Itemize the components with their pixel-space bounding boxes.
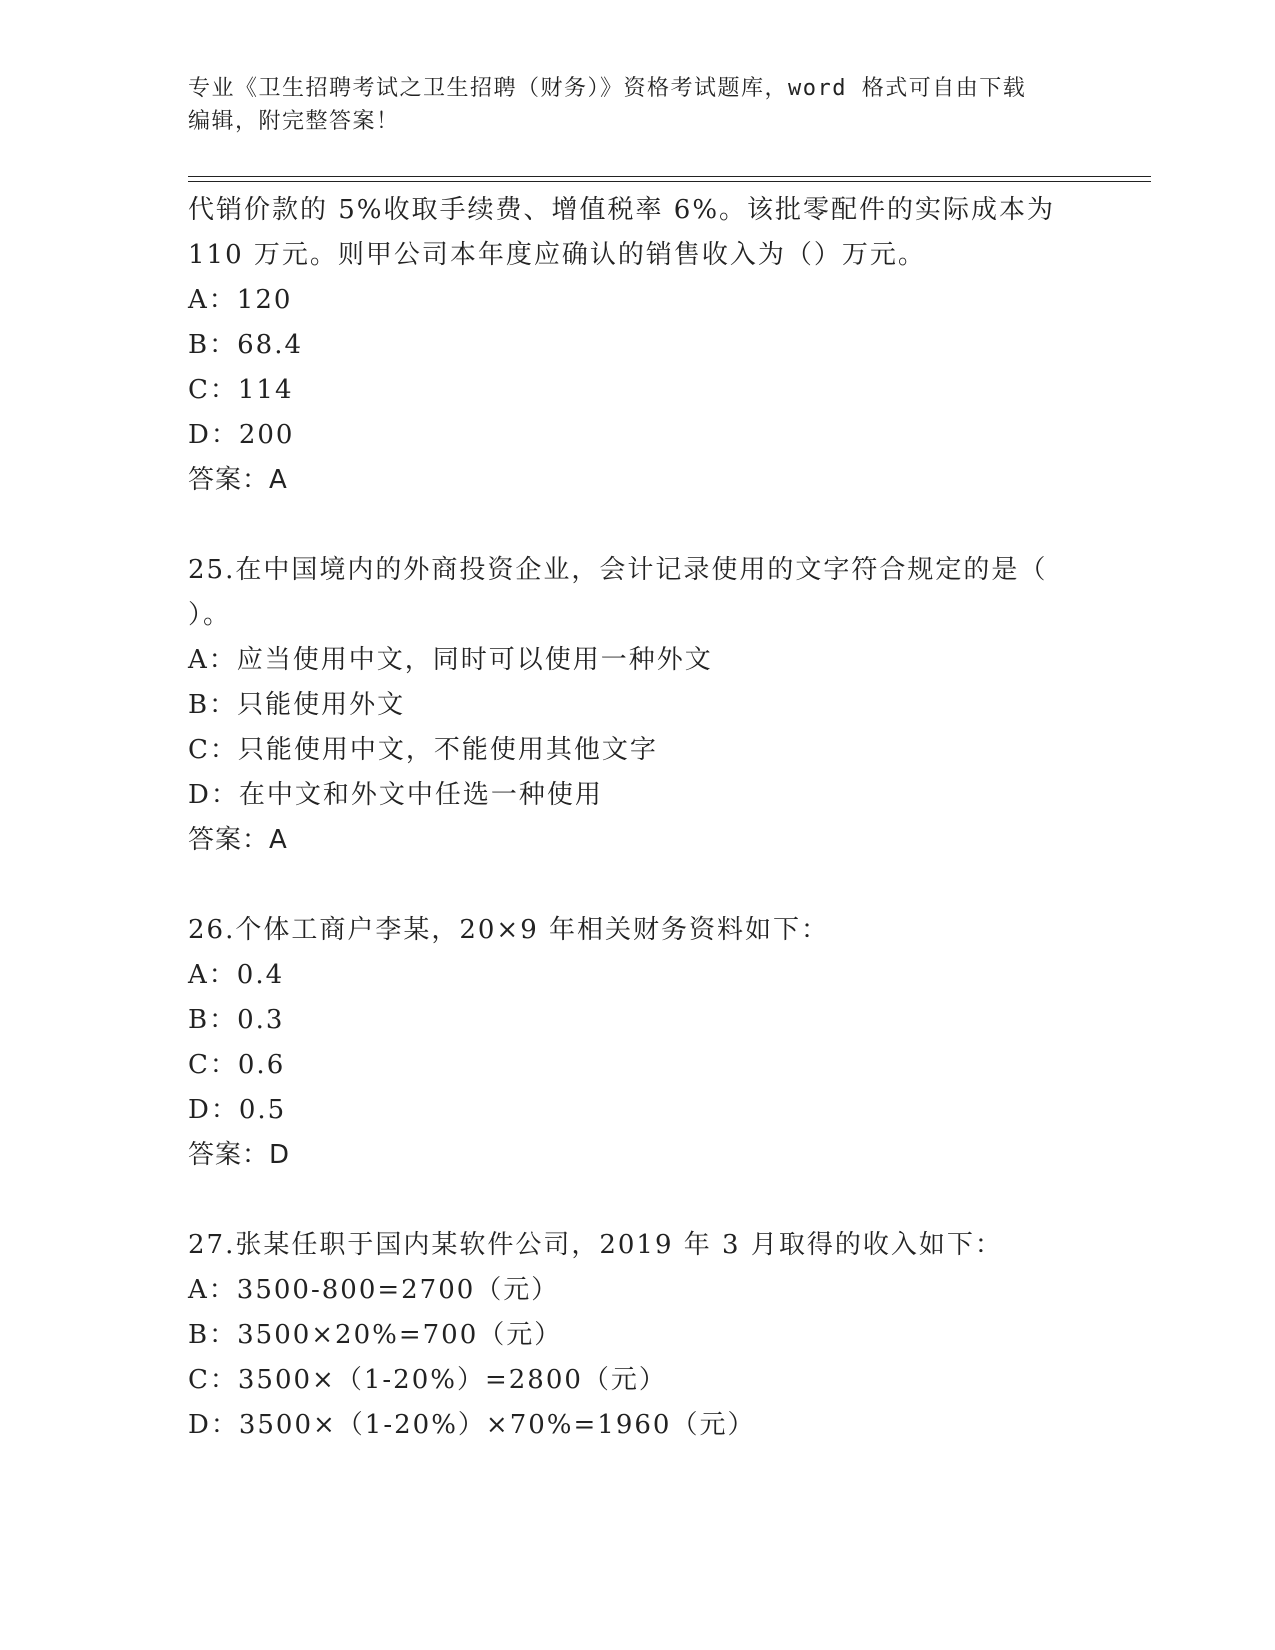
question-text: ）。 (188, 600, 232, 630)
option-b: B：68.4 (188, 330, 303, 360)
option-a: A：0.4 (188, 960, 285, 990)
question-25 (188, 548, 1088, 863)
question-text: 27.张某任职于国内某软件公司，2019 年 3 月取得的收入如下： (188, 1230, 1003, 1260)
option-b: B：只能使用外文 (188, 690, 406, 720)
option-a: A：3500-800=2700（元） (188, 1275, 560, 1305)
document-header (188, 72, 1088, 138)
spacer (188, 1178, 1088, 1223)
option-d: D：在中文和外文中任选一种使用 (188, 780, 603, 810)
question-24 (188, 188, 1088, 503)
option-c: C：只能使用中文，不能使用其他文字 (188, 735, 658, 765)
option-a: A：120 (188, 285, 293, 315)
question-text: 26.个体工商户李某，20×9 年相关财务资料如下： (188, 915, 830, 945)
question-list (188, 188, 1088, 1448)
header-line-2: 编辑，附完整答案！ (188, 109, 400, 134)
question-27 (188, 1223, 1088, 1448)
header-divider-bottom (188, 181, 1151, 182)
answer: 答案：A (188, 825, 288, 855)
option-a: A：应当使用中文，同时可以使用一种外文 (188, 645, 713, 675)
option-c: C：3500×（1-20%）=2800（元） (188, 1365, 667, 1395)
answer: 答案：A (188, 465, 288, 495)
option-d: D：200 (188, 420, 295, 450)
option-b: B：3500×20%=700（元） (188, 1320, 563, 1350)
question-text: 25.在中国境内的外商投资企业，会计记录使用的文字符合规定的是（ (188, 555, 1048, 585)
spacer (188, 503, 1088, 548)
answer: 答案：D (188, 1140, 291, 1170)
option-c: C：0.6 (188, 1050, 286, 1080)
option-d: D：0.5 (188, 1095, 287, 1125)
spacer (188, 863, 1088, 908)
option-d: D：3500×（1-20%）×70%=1960（元） (188, 1410, 756, 1440)
option-c: C：114 (188, 375, 294, 405)
option-b: B：0.3 (188, 1005, 285, 1035)
header-divider-top (188, 176, 1151, 177)
header-line-1: 专业《卫生招聘考试之卫生招聘（财务）》资格考试题库，word 格式可自由下载 (188, 76, 1027, 101)
question-text: 110 万元。则甲公司本年度应确认的销售收入为（）万元。 (188, 240, 926, 270)
question-text: 代销价款的 5%收取手续费、增值税率 6%。该批零配件的实际成本为 (188, 195, 1056, 225)
question-26 (188, 908, 1088, 1178)
